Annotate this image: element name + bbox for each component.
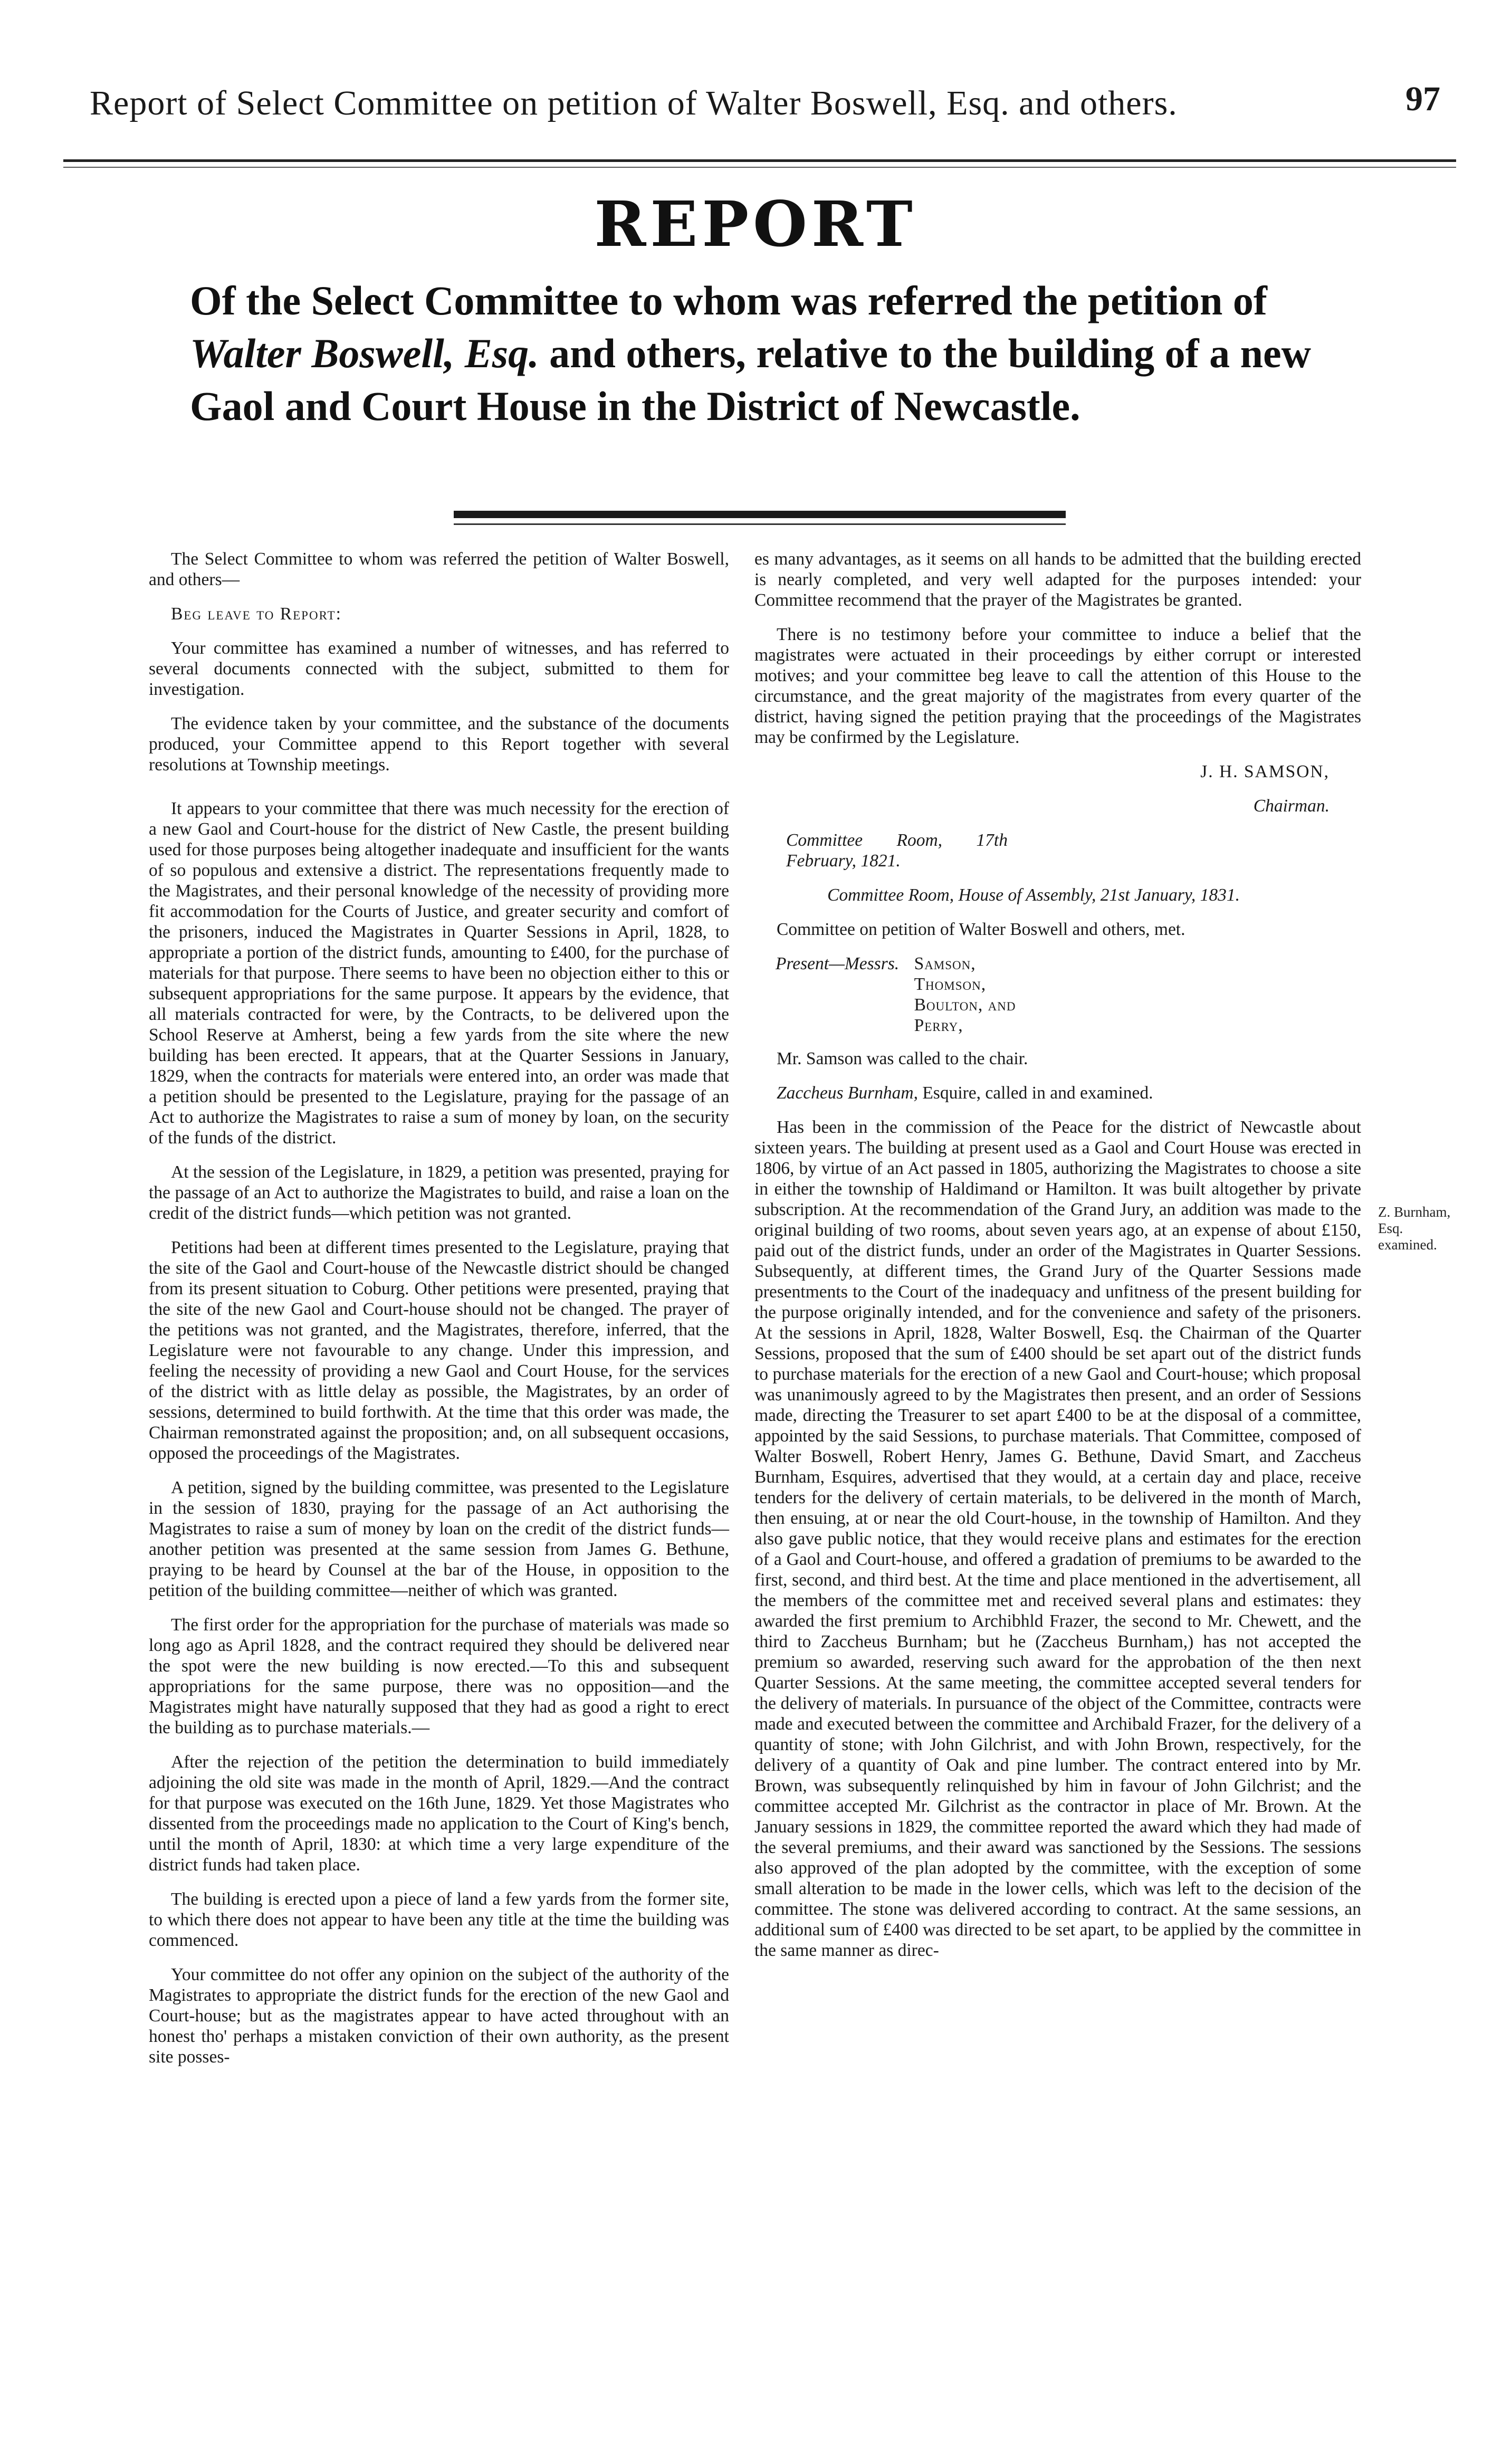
paragraph: A petition, signed by the building committee, was presented to the Legislature in the session of 1830, praying for the passage of an Act authorising the Magistrates to raise a sum of money by loan on the credit of the district funds—another petition was presented at the same session from James G. Bethune, praying to be heard by Counsel at the bar of the House, in opposition to the petition of the building committee—neither of which was granted. bbox=[149, 1478, 729, 1600]
paragraph: Petitions had been at different times presented to the Legislature, praying that the site of the Gaol and Court-house of the Newcastle district should be changed from its present situation to Coburg. Other petitions were presented, praying that the site of the new Gaol and Court-house should not be changed. The prayer of the petitions was not granted, and the Magistrates, therefore, inferred, that the Legislature were not favourable to any change. Under this impression, and feeling the necessity of providing a new Gaol and Court House, for the services of the district with as little delay as possible, the Magistrates, by an order of sessions, determined to build forthwith. At the time that this order was made, the Chairman remonstrated against the proposition; and, on all subsequent occasions, opposed the proceedings of the Magistrates. bbox=[149, 1238, 729, 1463]
paragraph: The Select Committee to whom was referred the petition of Walter Boswell, and others— bbox=[149, 549, 729, 589]
left-column bbox=[149, 549, 729, 2081]
paragraph: The building is erected upon a piece of land a few yards from the former site, to which there does not appear to have been any title at the time the building was commenced. bbox=[149, 1889, 729, 1950]
header-rule bbox=[63, 159, 1456, 162]
member-list bbox=[914, 953, 1016, 1036]
beg-leave-line: Beg leave to Report: bbox=[171, 604, 342, 624]
subtitle-pre: Of the Select Committee to whom was referred the petition of bbox=[190, 278, 1267, 323]
subtitle-petitioner: Walter Boswell, Esq. bbox=[190, 330, 539, 376]
header-rule-thin bbox=[63, 167, 1456, 168]
section-rule-thick bbox=[454, 511, 1066, 518]
section-rule-thin bbox=[454, 523, 1066, 525]
dateline: Committee Room, 17th February, 1821. bbox=[786, 830, 1008, 871]
present-label: Present—Messrs. bbox=[776, 954, 900, 973]
witness-name: Zaccheus Burnham, bbox=[777, 1083, 918, 1103]
paragraph: At the session of the Legislature, in 1829, a petition was presented, praying for the passage of an Act to authorize the Magistrates to build, and raise a loan on the credit of the district funds—which petition was not granted. bbox=[149, 1162, 729, 1223]
member-name: Samson, bbox=[914, 954, 976, 973]
margin-note: Z. Burnham, Esq. examined. bbox=[1378, 1204, 1451, 1253]
paragraph: It appears to your committee that there was much necessity for the erection of a new Gaol and Court-house for the district of New Castle, the present building used for those purposes being altogether inadequate and insufficient for the wants of so populous and extensive a district. The representations frequently made to the Magistrates, and their personal knowledge of the necessity of providing more fit accommodation for the Courts of Justice, and greater security and comfort of the prisoners, induced the Magistrates in Quarter Sessions in April, 1828, to appropriate a portion of the district funds, amounting to £400, for the purchase of materials for that purpose. There seems to have been no objection either to this or subsequent appropriations for the same purpose. It appears by the evidence, that all materials contracted for were, by the Contracts, to be delivered upon the School Reserve at Amherst, being a few yards from the site where the new building has been erected. It appears, that at the Quarter Sessions in January, 1829, when the contracts for materials were entered into, an order was made that a petition should be presented to the Legislature, praying for the passage of an Act to authorize the Magistrates to raise a sum of money by loan, on the security of the funds of the district. bbox=[149, 799, 729, 1148]
witness-line bbox=[754, 1083, 1361, 1103]
running-title: Report of Select Committee on petition of Walter Boswell, Esq. and others. bbox=[90, 84, 1178, 122]
paragraph: Your committee has examined a number of witnesses, and has referred to several documents connected with the subject, submitted to them for investigation. bbox=[149, 638, 729, 699]
paragraph: After the rejection of the petition the determination to build immediately adjoining the old site was made in the month of April, 1829.—And the contract for that purpose was executed on the 16th June, 1829. Yet those Magistrates who dissented from the proceedings made no application to the Court of King's bench, until the month of April, 1830: at which time a very large expenditure of the district funds had taken place. bbox=[149, 1752, 729, 1875]
member-name: Perry, bbox=[914, 1016, 963, 1035]
page-number: 97 bbox=[1405, 80, 1440, 118]
paragraph: Mr. Samson was called to the chair. bbox=[777, 1049, 1028, 1068]
subtitle-post: and others, relative to the building of a new Gaol and Court House in the District of Newcastle. bbox=[190, 330, 1311, 429]
paragraph: Committee on petition of Walter Boswell and others, met. bbox=[777, 920, 1185, 939]
report-subtitle bbox=[190, 274, 1330, 433]
testimony: Has been in the commission of the Peace for the district of Newcastle about sixteen years. The building at present used as a Gaol and Court House was erected in 1806, by virtue of an Act passed in 1805, authorizing the Magistrates to choose a site in either the township of Haldimand or Hamilton. It was built altogether by private subscription. At the recommendation of the Grand Jury, an addition was made to the original building of two rooms, about seven years ago, at an expense of about £150, paid out of the district funds, under an order of the Magistrates in Quarter Sessions. Subsequently, at different times, the Grand Jury of the Quarter Sessions made presentments to the Court of the inadequacy and unfitness of the present building for the purpose originally intended, and for the convenience and safety of the prisoners. At the sessions in April, 1828, Walter Boswell, Esq. the Chairman of the Quarter Sessions, proposed that the sum of £400 should be set apart out of the district funds to purchase materials for the erection of a new Gaol and Court-house; which proposal was unanimously agreed to by the Magistrates then present, and an order of Sessions made, directing the Treasurer to set apart £400 to be at the disposal of a committee, appointed by the said Sessions, to purchase materials. That Committee, composed of Walter Boswell, Robert Henry, James G. Bethune, David Smart, and Zaccheus Burnham, Esquires, advertised that they would, at a certain day and place, receive tenders for the delivery of certain materials, to be delivered in the month of March, then ensuing, at or near the old Court-house, in the township of Hamilton. And they also gave public notice, that they would receive plans and estimates for the erection of a Gaol and Court-house, and offered a gradation of premiums to be awarded to the first, second, and third best. At the time and place mentioned in the advertisement, all the members of the committee met and received several plans and estimates: they awarded the first premium to Archibhld Frazer, the second to Mr. Chewett, and the third to Zaccheus Burnham; but he (Zaccheus Burnham,) has not accepted the premium so awarded, reserving such award for the approbation of the then next Quarter Sessions. At the same meeting, the committee accepted several tenders for the delivery of materials. In pursuance of the object of the Committee, contracts were made and executed between the committee and Archibald Frazer, for the delivery of a quantity of stone; with John Gilchrist, and with John Brown, respectively, for the delivery of a quantity of Oak and pine lumber. The contract entered into by Mr. Brown, was subsequently relinquished by him in favour of John Gilchrist; and the committee accepted Mr. Gilchrist as the contractor in place of Mr. Brown. At the January sessions in 1829, the committee reported the award which they had made of the several premiums, and their award was sanctioned by the Sessions. The sessions also approved of the plan adopted by the committee, with the exception of some small alteration to be made in the lower cells, which was left to the decision of the committee. The stone was delivered according to contract. At the same sessions, an additional sum of £400 was directed to be set apart, to be applied by the committee in the same manner as direc- bbox=[754, 1118, 1361, 1960]
paragraph: es many advantages, as it seems on all hands to be admitted that the building erected is nearly completed, and very well adapted for the purposes intended: your Committee recommend that the prayer of the Magistrates be granted. bbox=[754, 549, 1361, 610]
paragraph: The first order for the appropriation for the purchase of materials was made so long ago as April 1828, and the contract required they should be delivered near the spot were the new building is now erected.—To this and subsequent appropriations for the same purpose, there was no opposition—and the Magistrates might have naturally supposed that they had as good a right to erect the building as to purchase materials.— bbox=[149, 1615, 729, 1737]
running-head bbox=[90, 80, 1440, 141]
member-name: Thomson, bbox=[914, 975, 987, 994]
report-heading: REPORT bbox=[594, 187, 917, 261]
witness-line-rest: Esquire, called in and examined. bbox=[917, 1083, 1153, 1103]
member-name: Boulton, and bbox=[914, 995, 1016, 1015]
dateline: Committee Room, House of Assembly, 21st January, 1831. bbox=[827, 885, 1240, 905]
paragraph: Your committee do not offer any opinion on the subject of the authority of the Magistrates to appropriate the district funds for the erection of the new Gaol and Court-house; but as the magistrates appear to have acted throughout with an honest tho' perhaps a mistaken conviction of their own authority, as the present site posses- bbox=[149, 1965, 729, 2067]
paragraph: There is no testimony before your committee to induce a belief that the magistrates were actuated in their proceedings by either corrupt or interested motives; and your committee beg leave to call the attention of this House to the circumstance, and the great majority of the magistrates from every quarter of the district, having signed the petition praying that the proceedings of the Magistrates may be confirmed by the Legislature. bbox=[754, 625, 1361, 747]
signature-name: J. H. SAMSON, bbox=[1200, 762, 1330, 781]
right-column bbox=[754, 549, 1361, 1974]
signature-title: Chairman. bbox=[1253, 796, 1330, 816]
paragraph: The evidence taken by your committee, and the substance of the documents produced, your Committee append to this Report together with several resolutions at Township meetings. bbox=[149, 714, 729, 775]
members-present bbox=[754, 953, 1361, 1036]
